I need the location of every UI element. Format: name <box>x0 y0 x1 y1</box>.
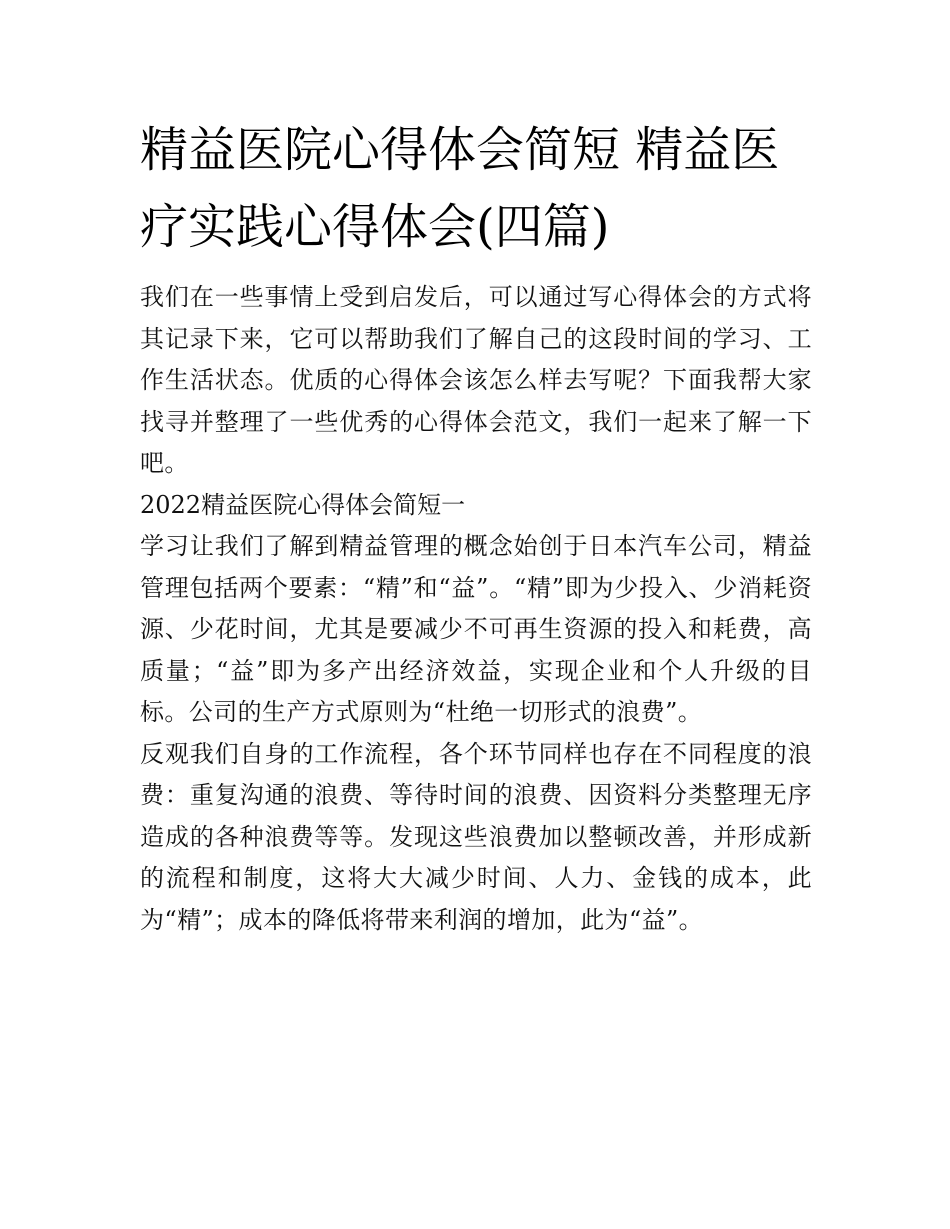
body-paragraph-2: 反观我们自身的工作流程，各个环节同样也存在不同程度的浪费：重复沟通的浪费、等待时间的浪费、因资料分类整理无序造成的各种浪费等等。发现这些浪费加以整顿改善，并形成新的流程和制度，这将大大减少时间、人力、金钱的成本，此为“精”；成本的降低将带来利润的增加，此为“益”。 <box>140 739 812 934</box>
body-paragraph-1: 学习让我们了解到精益管理的概念始创于日本汽车公司，精益管理包括两个要素：“精”和“益”。“精”即为少投入、少消耗资源、少花时间，尤其是要减少不可再生资源的投入和耗费，高质量；“益”即为多产出经济效益，实现企业和个人升级的目标。公司的生产方式原则为“杜绝一切形式的浪费”。 <box>140 532 812 726</box>
intro-paragraph: 我们在一些事情上受到启发后，可以通过写心得体会的方式将其记录下来，它可以帮助我们了解自己的这段时间的学习、工作生活状态。优质的心得体会该怎么样去写呢？下面我帮大家找寻并整理了一些优秀的心得体会范文，我们一起来了解一下吧。 <box>140 283 812 477</box>
section-heading: 2022精益医院心得体会简短一 <box>140 490 466 519</box>
document-content <box>140 112 812 941</box>
document-title: 精益医院心得体会简短 精益医疗实践心得体会(四篇) <box>140 122 780 255</box>
document-body <box>140 277 812 941</box>
